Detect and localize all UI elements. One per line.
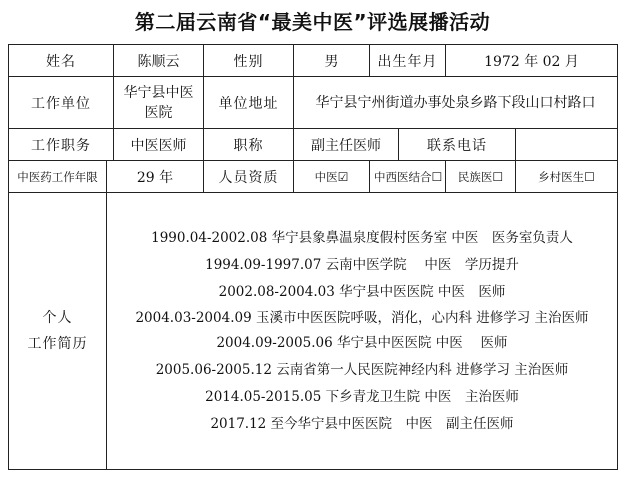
qualification-option-label: 民族医 bbox=[457, 169, 493, 184]
resume-label bbox=[9, 193, 107, 470]
qualification-option-integrated bbox=[370, 161, 446, 193]
resume-entry: 2002.08-2004.03 华宁县中医医院 中医 医师 bbox=[218, 283, 506, 300]
qualification-option-tcm bbox=[294, 161, 370, 193]
qualification-option-village bbox=[516, 161, 618, 193]
unit-address-label: 单位地址 bbox=[204, 77, 294, 129]
work-unit-value: 华宁县中医医院 bbox=[114, 77, 204, 129]
resume-label-line-1: 个人 bbox=[42, 310, 73, 326]
name-label: 姓名 bbox=[9, 45, 114, 77]
qualification-option-label: 中医 bbox=[314, 169, 338, 184]
checkbox-icon: ☐ bbox=[584, 169, 595, 184]
title-value: 副主任医师 bbox=[294, 129, 399, 161]
qualification-option-ethnic bbox=[446, 161, 516, 193]
application-form-table bbox=[8, 44, 618, 470]
birth-label: 出生年月 bbox=[370, 45, 446, 77]
resume-content bbox=[107, 193, 618, 470]
resume-entry: 2004.03-2004.09 玉溪市中医医院呼吸，消化，心内科 进修学习 主治医师 bbox=[135, 309, 589, 326]
phone-label: 联系电话 bbox=[399, 129, 516, 161]
row-qualification bbox=[9, 161, 618, 193]
years-label: 中医药工作年限 bbox=[9, 161, 107, 193]
unit-address-value: 华宁县宁州街道办事处泉乡路下段山口村路口 bbox=[294, 77, 618, 129]
checkbox-icon: ☐ bbox=[492, 169, 504, 184]
resume-entry: 2014.05-2015.05 下乡青龙卫生院 中医 主治医师 bbox=[205, 388, 519, 405]
position-label: 工作职务 bbox=[9, 129, 114, 161]
resume-entry: 2017.12 至今华宁县中医医院 中医 副主任医师 bbox=[210, 415, 514, 432]
phone-value bbox=[516, 129, 618, 161]
title-label: 职称 bbox=[204, 129, 294, 161]
page-title: 第二届云南省“最美中医”评选展播活动 bbox=[134, 10, 491, 34]
birth-value: 1972 年 02 月 bbox=[446, 45, 618, 77]
years-value: 29 年 bbox=[107, 161, 204, 193]
qualification-label: 人员资质 bbox=[204, 161, 294, 193]
row-position bbox=[9, 129, 618, 161]
qualification-option-label: 乡村医生 bbox=[538, 169, 585, 184]
row-basic-info bbox=[9, 45, 618, 77]
resume-entry: 2005.06-2005.12 云南省第一人民医院神经内科 进修学习 主治医师 bbox=[155, 361, 569, 378]
name-value: 陈顺云 bbox=[114, 45, 204, 77]
work-unit-label: 工作单位 bbox=[9, 77, 114, 129]
resume-entry: 2004.09-2005.06 华宁县中医医院 中医 医师 bbox=[216, 334, 508, 351]
resume-entry: 1990.04-2002.08 华宁县象鼻温泉度假村医务室 中医 医务室负责人 bbox=[151, 229, 573, 246]
resume-entry: 1994.09-1997.07 云南中医学院 中医 学历提升 bbox=[205, 256, 519, 273]
row-work-unit bbox=[9, 77, 618, 129]
checked-box-icon: ☑ bbox=[337, 169, 349, 184]
position-value: 中医医师 bbox=[114, 129, 204, 161]
row-resume bbox=[9, 193, 618, 470]
resume-label-line-2: 工作简历 bbox=[27, 336, 88, 352]
qualification-option-label: 中西医结合 bbox=[374, 169, 432, 184]
gender-label: 性别 bbox=[204, 45, 294, 77]
gender-value: 男 bbox=[294, 45, 370, 77]
checkbox-icon: ☐ bbox=[431, 169, 443, 184]
